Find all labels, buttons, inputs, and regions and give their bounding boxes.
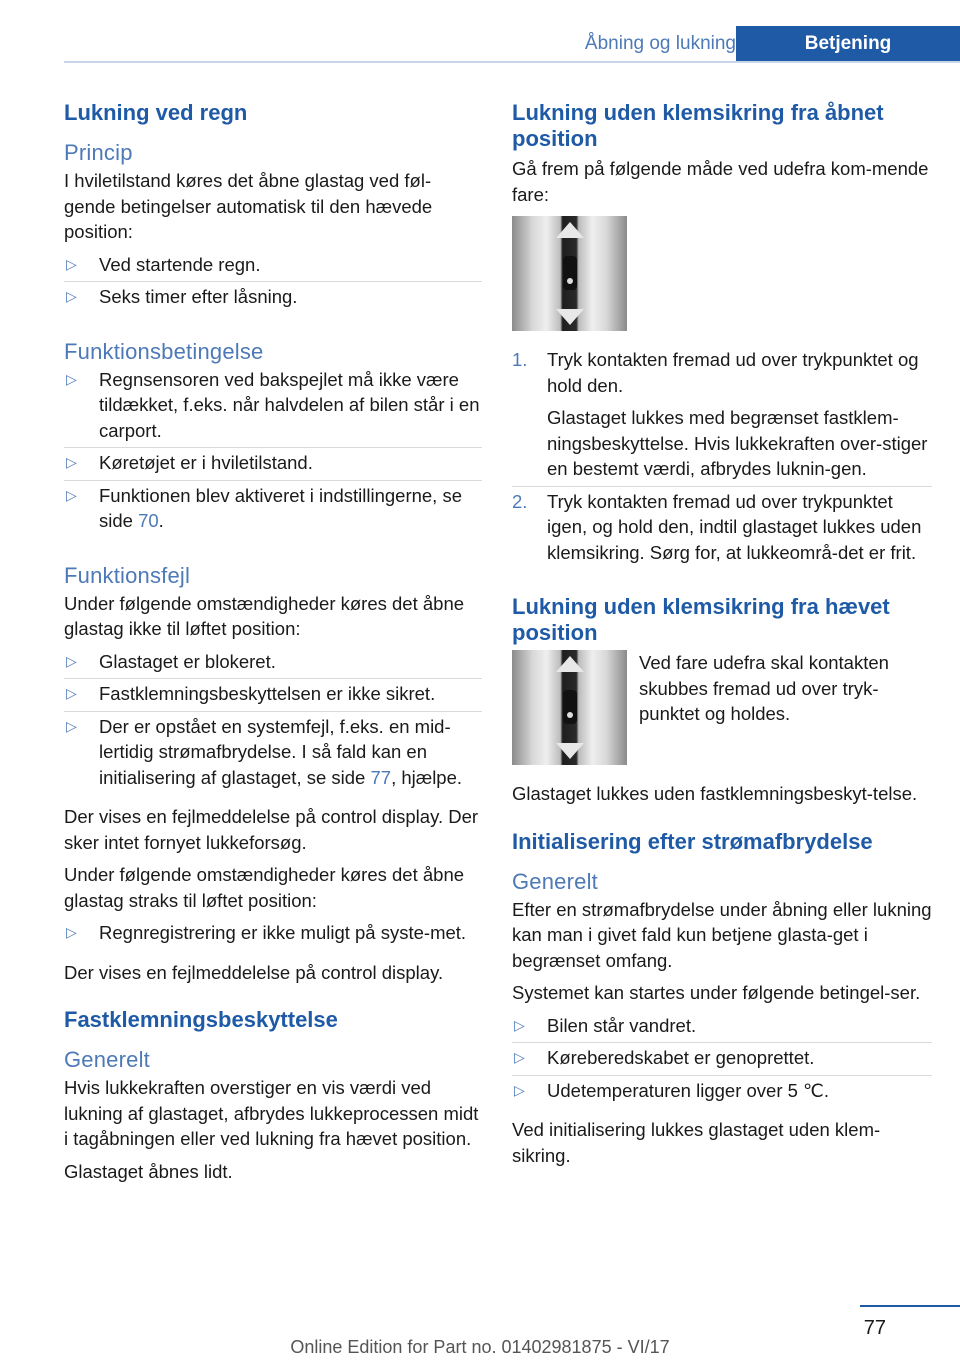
list-item: ▷ Køretøjet er i hviletilstand. — [64, 450, 482, 483]
list-item: ▷ Der er opstået en systemfejl, f.eks. en mid-lertidig strømafbrydelse. I så fald kan en initialisering af glastaget, se side 77, hjælpe. — [66, 715, 463, 788]
paragraph-generelt2: Glastaget åbnes lidt. — [64, 1160, 233, 1182]
page-number: 77 — [863, 1317, 886, 1339]
triangle-bullet-icon: ▷ — [66, 255, 77, 272]
arrow-up-icon — [556, 222, 584, 238]
list-item: ▷ Fastklemningsbeskyttelsen er ikke sikret. — [64, 681, 482, 714]
heading-lukning-ved-regn: Lukning ved regn — [64, 100, 248, 125]
list-item: ▷ Funktionen blev aktiveret i indstillingerne, se side 70. — [66, 484, 462, 531]
list-funktionsfejl — [64, 649, 482, 798]
haevet-row — [512, 650, 932, 765]
paragraph-init3: Ved initialisering lukkes glastaget uden klem-sikring. — [512, 1119, 881, 1166]
list-item: ▷ Regnregistrering er ikke muligt på syste-met. — [64, 920, 482, 953]
page-link-70[interactable]: 70 — [138, 510, 159, 531]
triangle-bullet-icon: ▷ — [66, 288, 77, 304]
paragraph-init1: Efter en strømafbrydelse under åbning eller lukning kan man i givet fald kun betjene glasta-get i begrænset omfang. — [512, 898, 932, 971]
heading-generelt: Generelt — [64, 1047, 150, 1072]
arrow-up-icon — [556, 656, 584, 672]
paragraph-init2: Systemet kan startes under følgende betingel-ser. — [512, 982, 921, 1003]
arrow-down-icon — [556, 743, 584, 759]
triangle-bullet-icon: ▷ — [66, 454, 77, 470]
triangle-bullet-icon: ▷ — [514, 1016, 525, 1033]
list-item: ▷ Bilen står vandret. — [512, 1013, 932, 1046]
list-item: ▷ Ved startende regn. — [64, 252, 482, 285]
header-section: Åbning og lukning — [584, 33, 736, 54]
switch-knob-icon — [563, 256, 577, 290]
list-item: ▷ Seks timer efter låsning. — [64, 284, 482, 317]
steps-list — [512, 347, 932, 572]
arrow-down-icon — [556, 309, 584, 325]
list-item: ▷ Køreberedskabet er genoprettet. — [512, 1045, 932, 1078]
switch-image — [512, 216, 627, 331]
paragraph-haevet: Ved fare udefra skal kontakten skubbes fremad ud over tryk-punktet og holdes. — [639, 652, 889, 724]
triangle-bullet-icon: ▷ — [514, 1081, 525, 1098]
heading-initialisering: Initialisering efter strømafbrydelse — [512, 828, 873, 854]
list-fejl2 — [64, 920, 482, 953]
paragraph-fejl3: Der vises en fejlmeddelelse på control display. — [64, 961, 444, 983]
triangle-bullet-icon: ▷ — [66, 717, 77, 734]
triangle-bullet-icon: ▷ — [66, 370, 77, 387]
triangle-bullet-icon: ▷ — [66, 924, 77, 940]
paragraph-princip: I hviletilstand køres det åbne glastag ved føl-gende betingelser automatisk til den hævede position: — [64, 170, 433, 242]
heading-lukning-haevet: Lukning uden klemsikring fra hævet position — [512, 594, 890, 645]
triangle-bullet-icon: ▷ — [66, 652, 77, 669]
paragraph-fejl1: Der vises en fejlmeddelelse på control display. Der sker intet fornyet lukkeforsøg. — [64, 806, 479, 853]
page-link-77[interactable]: 77 — [370, 766, 392, 788]
footer-divider — [860, 1305, 960, 1307]
paragraph-haevet2: Glastaget lukkes uden fastklemningsbeskyt-telse. — [512, 783, 918, 804]
heading-lukning-aabnet: Lukning uden klemsikring fra åbnet position — [512, 100, 884, 151]
right-column — [512, 100, 932, 1175]
switch-image — [512, 650, 627, 765]
list-item: ▷ Regnsensoren ved bakspejlet må ikke være tildækket, f.eks. når halvdelen af bilen står i en carport. — [64, 367, 482, 451]
triangle-bullet-icon: ▷ — [514, 1049, 525, 1065]
paragraph-fejl2: Under følgende omstændigheder køres det åbne glastag straks til løftet position: — [64, 864, 465, 911]
list-item: ▷ Glastaget er blokeret. — [64, 649, 482, 682]
heading-princip: Princip — [64, 140, 133, 165]
list-item: 2. Tryk kontakten fremad ud over trykpunktet igen, og hold den, indtil glastaget lukkes uden klemsikring. Sørg for, at lukkeområ-det er frit. — [512, 490, 922, 563]
list-init — [512, 1013, 932, 1111]
switch-knob-icon — [563, 690, 577, 724]
list-funktionsbetingelse — [64, 367, 482, 541]
triangle-bullet-icon: ▷ — [66, 685, 77, 701]
paragraph-aabnet: Gå frem på følgende måde ved udefra kom-mende fare: — [512, 158, 929, 205]
paragraph-generelt: Hvis lukkekraften overstiger en vis værdi ved lukning af glastaget, afbrydes lukkeprocessen midt i tagåbningen eller ved lukning fra hævet position. — [64, 1077, 479, 1149]
header-divider — [64, 61, 960, 63]
heading-generelt: Generelt — [512, 868, 598, 894]
heading-fastklemningsbeskyttelse: Fastklemningsbeskyttelse — [64, 1007, 338, 1032]
left-column — [64, 100, 482, 1191]
paragraph-funktionsfejl: Under følgende omstændigheder køres det åbne glastag ikke til løftet position: — [64, 592, 465, 639]
heading-funktionsbetingelse: Funktionsbetingelse — [64, 338, 264, 364]
heading-funktionsfejl: Funktionsfejl — [64, 562, 191, 588]
edition-text: Online Edition for Part no. 01402981875 - VI/17 — [290, 1337, 670, 1357]
header-chapter-tab: Betjening — [736, 26, 960, 63]
triangle-bullet-icon: ▷ — [66, 486, 77, 503]
list-item: 1. Tryk kontakten fremad ud over trykpunktet og hold den. Glastaget lukkes med begrænset fastklem-ningsbeskyttelse. Hvis lukkekraften over-stiger en bestemt værdi, afbrydes luknin-gen. — [512, 347, 932, 489]
list-princip — [64, 252, 482, 317]
list-item: ▷ Udetemperaturen ligger over 5 ℃. — [512, 1078, 932, 1111]
